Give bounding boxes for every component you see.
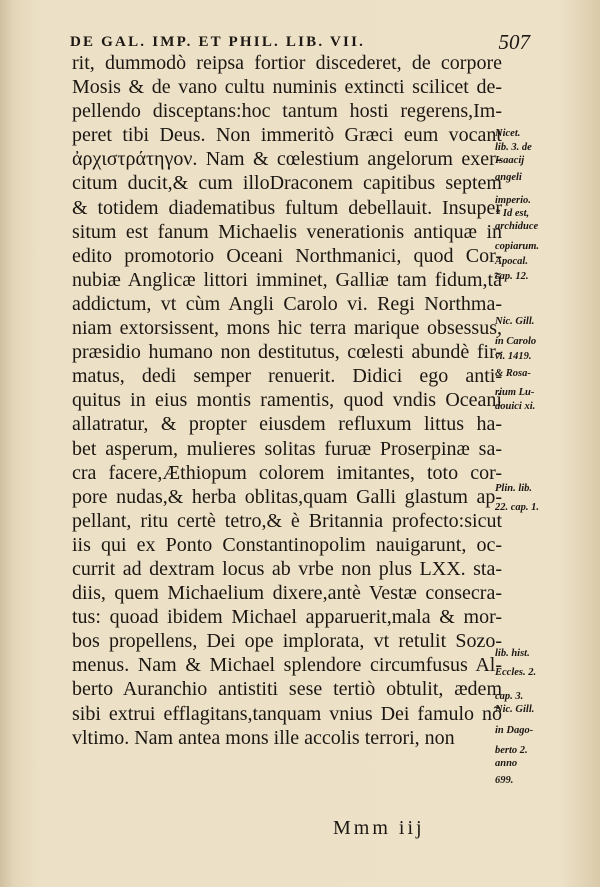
margin-note: Nic. Gill. — [495, 704, 535, 715]
text-line: & totidem diadematibus fultum debellauit. Insuper — [72, 196, 502, 219]
body-text — [72, 51, 502, 750]
margin-note: Apocal. — [495, 256, 528, 267]
text-line: pore nudas,& herba oblitas,quam Galli glastum ap- — [72, 485, 502, 508]
margin-note: Eccles. 2. — [495, 667, 537, 678]
margin-note: Nicet. — [495, 128, 521, 139]
margin-note: rium Lu- — [495, 387, 535, 398]
text-line: citum ducit,& cum illoDraconem capitibus septem — [72, 172, 502, 195]
text-line: menus. Nam & Michael splendore circumfusus Al- — [72, 654, 502, 677]
margin-note: lib. 3. de — [495, 142, 532, 153]
text-line: Mosis & de vano cultu numinis extincti scilicet de- — [72, 76, 502, 99]
margin-note: Nic. Gill. — [495, 316, 535, 327]
text-line: nubiæ Anglicæ littori imminet, Galliæ tam fidum,tã — [72, 268, 502, 291]
margin-note: 22. cap. 1. — [495, 502, 540, 513]
text-line: bet asperum, mulieres solitas furuæ Proserpinæ sa- — [72, 437, 502, 460]
text-line: situm est fanum Michaelis venerationis antiquæ in — [72, 220, 502, 243]
margin-note: 699. — [495, 775, 514, 786]
margin-note: in Carolo — [495, 336, 537, 347]
text-line: currit ad dextram locus ab vrbe non plus LXX. sta- — [72, 557, 502, 580]
text-line: pellendo disceptans:hoc tantum hosti regerens,Im- — [72, 100, 502, 123]
text-line: ἀρχιστράτηγον. Nam & cœlestium angelorum exer- — [72, 148, 502, 171]
margin-note: Isaacij — [495, 155, 525, 166]
text-line: peret tibi Deus. Non immeritò Græci eum vocant — [72, 124, 502, 147]
margin-note: douici xi. — [495, 401, 536, 412]
margin-note: Plin. lib. — [495, 483, 533, 494]
text-line: sibi extrui efflagitans,tanquam vnius Dei famulo nõ — [72, 702, 502, 725]
text-line: pellant, ritu certè tetro,& è Britannia profecto:sicut — [72, 509, 502, 532]
margin-note: cap. 3. — [495, 691, 524, 702]
margin-note: berto 2. — [495, 745, 528, 756]
text-line: edito promotorio Oceani Northmanici, quod Cor- — [72, 244, 502, 267]
margin-note: * Id est, — [495, 208, 530, 219]
margin-note: lib. hist. — [495, 648, 530, 659]
margin-note: cap. 12. — [495, 271, 529, 282]
text-line: quitus in eius montis ramentis, quod vndis Oceani — [72, 389, 502, 412]
text-line: cra facere,Æthiopum colorem imitantes, toto cor- — [72, 461, 502, 484]
text-line: berto Auranchio antistiti sese tertiò obtulit, ædem — [72, 678, 502, 701]
text-line: addictum, vt cùm Angli Carolo vi. Regi Northma- — [72, 292, 502, 315]
text-line: vltimo. Nam antea mons ille accolis terrori, non — [72, 726, 455, 749]
margin-note: archiduce — [495, 221, 539, 232]
text-line: præsidio humano non destitutus, cœlesti abundè fir- — [72, 341, 502, 364]
text-line: iis qui ex Ponto Constantinopolim nauigarunt, oc- — [72, 533, 502, 556]
margin-note: vi. 1419. — [495, 351, 532, 362]
margin-note: angeli — [495, 172, 522, 183]
text-line: allatratur, & propter eiusdem refluxum littus ha- — [72, 413, 502, 436]
page-number: 507 — [498, 30, 530, 54]
margin-note: in Dago- — [495, 725, 534, 736]
text-line: rit, dummodò reipsa fortior discederet, de corpore — [72, 52, 502, 74]
text-line: bos propellens, Dei ope implorata, vt retulit Sozo- — [72, 630, 502, 653]
margin-note: & Rosa- — [495, 368, 531, 379]
margin-note: copiarum. — [495, 241, 540, 252]
text-line: diis, quem Michaelium dixere,antè Vestæ consecra- — [72, 582, 502, 605]
text-line: matus, dedi semper renuerit. Didici ego anti- — [72, 365, 502, 388]
text-line: niam extorsissent, mons hic terra marique obsessus, — [72, 317, 502, 340]
margin-note: imperio. — [495, 195, 531, 206]
text-line: tus: quoad ibidem Michael apparuerit,mala & mor- — [72, 606, 502, 629]
signature-mark: Mmm iij — [333, 817, 425, 839]
margin-note: anno — [495, 758, 518, 769]
running-head: DE GAL. IMP. ET PHIL. LIB. VII. — [70, 34, 366, 50]
